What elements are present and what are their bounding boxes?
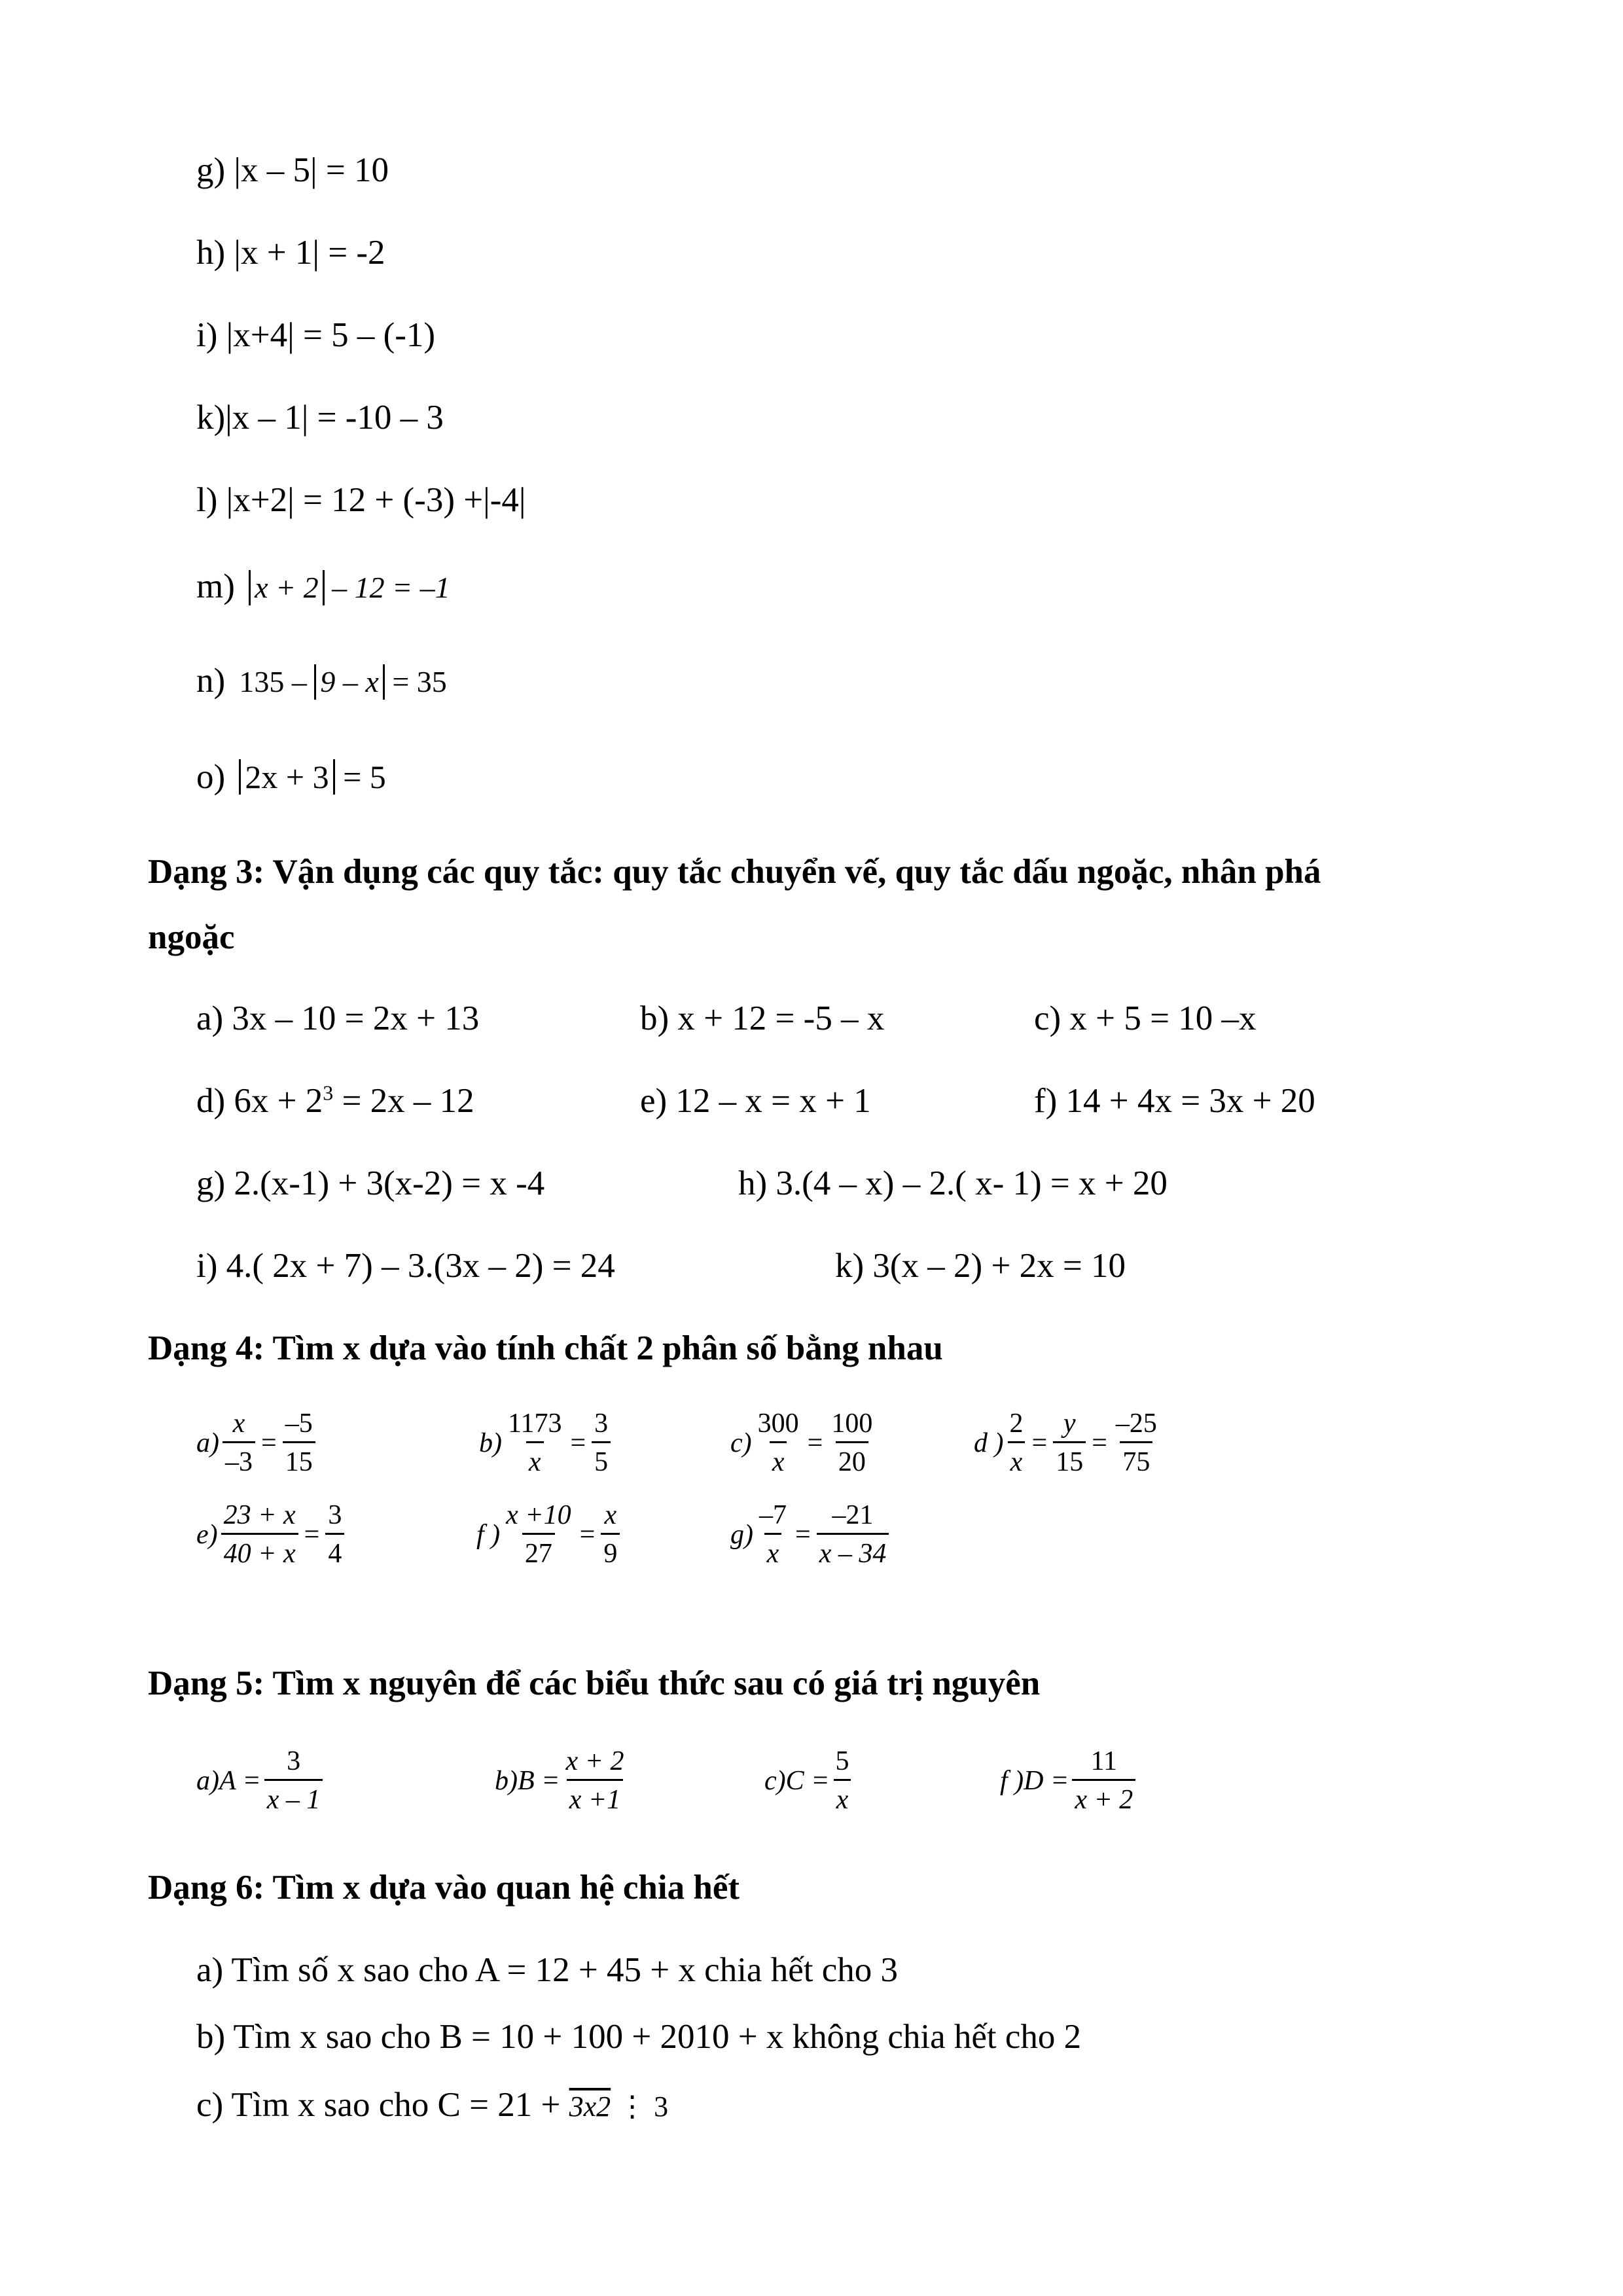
eq-g: g) |x – 5| = 10 [196,151,389,189]
d3-g: g) 2.(x-1) + 3(x-2) = x -4 [196,1164,545,1202]
d3-b: b) x + 12 = -5 – x [640,999,885,1037]
d4-b: b) $\frac{1173}{x}$ = $\frac{3}{5}$ [479,1407,613,1479]
d4-e: e) $\frac{23 + x}{40 + x}$ = $\frac{3}{4}$ [196,1499,346,1570]
d3-d: d) $6x + 2^3 = 2x - 12$ [196,1081,474,1120]
d5-b: b)B = $\frac{x + 2}{x +1}$ [495,1746,624,1815]
d3-f: f) 14 + 4x = 3x + 20 [1034,1082,1315,1120]
abs-m: x + 2 [249,570,324,605]
overline-number: 3x2 [569,2090,611,2123]
eq-h: h) |x + 1| = -2 [196,234,385,272]
d5-a: a)A = $\frac{3}{x - 1}$ [196,1745,325,1816]
d5-c: c)C = $\frac{5}{x}$ [764,1745,853,1816]
eq-l: l) |x+2| = 12 + (-3) +|-4| [196,481,526,519]
dang3-title-cont: ngoặc [148,918,235,956]
dang4-title: Dạng 4: Tìm x dựa vào tính chất 2 phân số bằng nhau [148,1329,943,1367]
eq-m: m) x + 2 – 12 = –1 [196,567,450,605]
abs-n: 9 – x [314,664,384,700]
eq-i: i) |x+4| = 5 – (-1) [196,316,436,354]
d4-a: a) $\frac{x}{-3}$ = $\frac{-5}{15}$ [196,1407,317,1479]
eq-n: n) 135 – 9 – x = 35 [196,662,447,700]
eq-k: k)|x – 1| = -10 – 3 [196,399,444,437]
d3-k: k) 3(x – 2) + 2x = 10 [835,1247,1126,1285]
eq-o: o) 2x + 3 = 5 [196,758,386,796]
d6-b: b) Tìm x sao cho B = 10 + 100 + 2010 + x không chia hết cho 2 [196,2018,1082,2056]
d3-a: a) 3x – 10 = 2x + 13 [196,999,480,1037]
dang3-title: Dạng 3: Vận dụng các quy tắc: quy tắc chuyển vế, quy tắc dấu ngoặc, nhân phá [148,853,1321,891]
dang5-title: Dạng 5: Tìm x nguyên để các biểu thức sau có giá trị nguyên [148,1664,1041,1702]
dang6-title: Dạng 6: Tìm x dựa vào quan hệ chia hết [148,1869,740,1907]
d3-e: e) 12 – x = x + 1 [640,1082,871,1120]
d4-f: f ) $\frac{x +10}{27}$ = $\frac{x}{9}$ [476,1499,622,1570]
d5-f: f )D = $\frac{11}{x + 2}$ [1000,1745,1137,1816]
d4-d: d ) $\frac{2}{x}$ = $\frac{y}{15}$ = $\frac{-25}{75}$ [974,1408,1157,1477]
d4-c: c) $\frac{300}{x}$ = $\frac{100}{20}$ [730,1408,873,1477]
d3-i: i) 4.( 2x + 7) – 3.(3x – 2) = 24 [196,1247,615,1285]
d6-c: c) Tìm x sao cho C = 21 + 3x2 ⋮ 3 [196,2086,669,2124]
d4-g: g) $\frac{-7}{x}$ = $\frac{-21}{x - 34}$ [730,1499,891,1570]
abs-o: 2x + 3 [239,759,334,795]
d3-c: c) x + 5 = 10 –x [1034,999,1257,1037]
d6-a: a) Tìm số x sao cho A = 12 + 45 + x chia hết cho 3 [196,1951,898,1989]
d3-h: h) 3.(4 – x) – 2.( x- 1) = x + 20 [738,1164,1168,1202]
